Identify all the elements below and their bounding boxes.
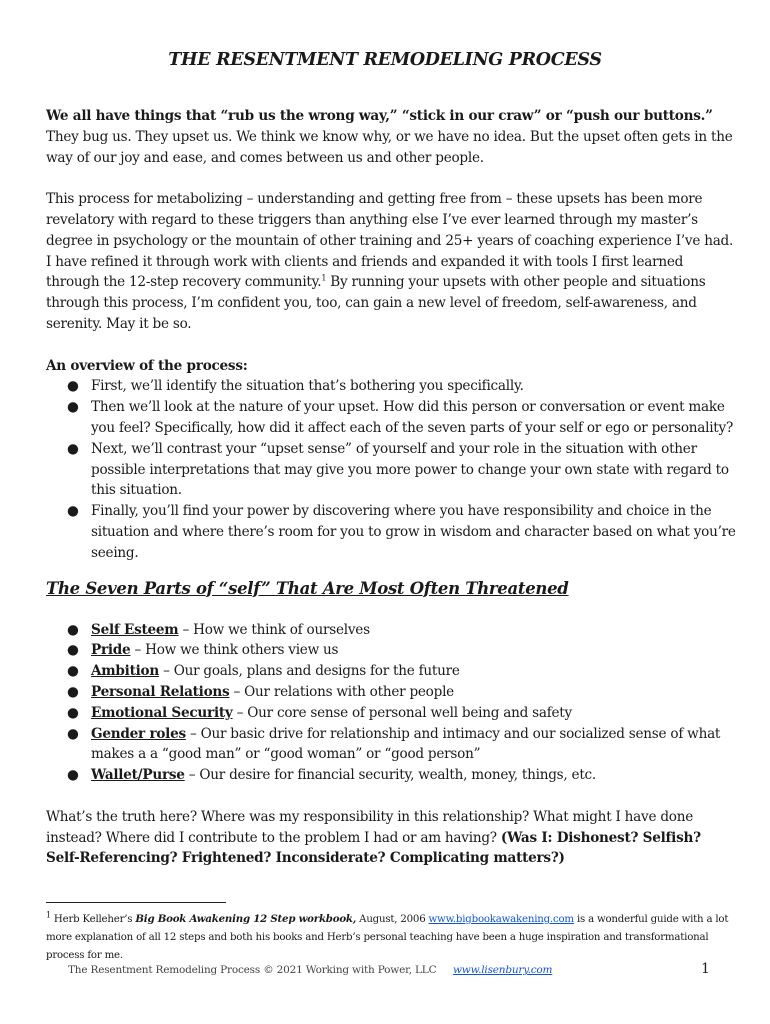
overview-list bbox=[46, 376, 736, 563]
list-item bbox=[46, 439, 736, 501]
list-item bbox=[46, 620, 736, 641]
list-item-text: Next, we’ll contrast your “upset sense” of yourself and your role in the situation with other possible interpretations that may give you more power to change your own state with regard to this situation. bbox=[91, 440, 729, 499]
part-term: Ambition bbox=[91, 663, 159, 680]
list-item bbox=[46, 765, 736, 786]
part-term: Self Esteem bbox=[91, 621, 179, 638]
list-item bbox=[46, 661, 736, 682]
intro-bold: We all have things that “rub us the wrong way,” “stick in our craw” or “push our buttons.” bbox=[46, 108, 713, 124]
bullet-dot-icon: ● bbox=[67, 683, 79, 700]
overview-heading: An overview of the process: bbox=[46, 357, 248, 374]
bullet-dot-icon: ● bbox=[67, 725, 79, 742]
page-footer bbox=[68, 961, 710, 977]
bullet-dot-icon: ● bbox=[67, 399, 79, 416]
page-title: THE RESENTMENT REMODELING PROCESS bbox=[168, 50, 602, 70]
footer-copyright: The Resentment Remodeling Process © 2021 Working with Power, LLC bbox=[68, 964, 437, 976]
bullet-dot-icon: ● bbox=[67, 378, 79, 395]
list-item bbox=[46, 640, 736, 661]
part-term: Emotional Security bbox=[91, 704, 233, 721]
seven-parts-heading: The Seven Parts of “self” That Are Most Often Threatened bbox=[46, 578, 569, 598]
list-item bbox=[46, 397, 736, 439]
list-item bbox=[46, 724, 736, 766]
part-desc: – Our goals, plans and designs for the future bbox=[159, 663, 460, 680]
footnote-rest: is a wonderful guide with a lot more explanation of all 12 steps and both his books and Herb’s personal teaching have been a huge inspiration and transformational process for me. bbox=[46, 914, 729, 961]
list-item bbox=[46, 501, 736, 563]
part-term: Wallet/Purse bbox=[91, 767, 185, 784]
footer-link[interactable]: www.lisenbury.com bbox=[453, 964, 553, 976]
bullet-dot-icon: ● bbox=[67, 503, 79, 520]
bullet-dot-icon: ● bbox=[67, 642, 79, 659]
bullet-dot-icon: ● bbox=[67, 767, 79, 784]
part-term: Gender roles bbox=[91, 725, 186, 742]
footnote-divider bbox=[46, 902, 226, 903]
bullet-dot-icon: ● bbox=[67, 663, 79, 680]
bullet-dot-icon: ● bbox=[67, 621, 79, 638]
part-desc: – Our basic drive for relationship and intimacy and our socialized sense of what makes a a “good man” or “good woman” or “good person” bbox=[91, 725, 721, 763]
process-paragraph bbox=[46, 189, 736, 335]
list-item bbox=[46, 682, 736, 703]
process-text-end: By running your upsets with other people and situations through this process, I’m confident you, too, can gain a new level of freedom, self-awareness, and serenity. May it be so. bbox=[46, 274, 706, 332]
part-desc: – Our desire for financial security, wealth, money, things, etc. bbox=[184, 767, 596, 784]
part-desc: – How we think of ourselves bbox=[178, 621, 370, 638]
bullet-dot-icon: ● bbox=[67, 440, 79, 457]
footnote bbox=[46, 910, 736, 965]
list-item-text: First, we’ll identify the situation that’s bothering you specifically. bbox=[91, 378, 524, 395]
seven-parts-list bbox=[46, 620, 736, 786]
list-item bbox=[46, 376, 736, 397]
part-term: Pride bbox=[91, 642, 131, 659]
list-item-text: Finally, you’ll find your power by discovering where you have responsibility and choice in the situation and where there’s room for you to grow in wisdom and character based on what you’re seeing. bbox=[91, 503, 736, 561]
closing-paragraph bbox=[46, 807, 736, 869]
footnote-number: 1 bbox=[46, 910, 51, 920]
process-text: This process for metabolizing – understanding and getting free from – these upsets has been more revelatory with regard to these triggers than anything else I’ve ever learned through my master’s degree in psychology or the mountain of other training and 25+ years of coaching experience I’ve had. I have refined it through work with clients and friends and expanded it with tools I first learned through the 12-step recovery community. bbox=[46, 191, 734, 291]
footnote-book-title: Big Book Awakening 12 Step workbook, bbox=[135, 913, 357, 925]
list-item bbox=[46, 703, 736, 724]
part-desc: – Our core sense of personal well being and safety bbox=[232, 704, 572, 721]
intro-paragraph bbox=[46, 106, 736, 168]
list-item-text: Then we’ll look at the nature of your upset. How did this person or conversation or event make you feel? Specifically, how did it affect each of the seven parts of your self or ego or personality? bbox=[91, 399, 733, 436]
part-desc: – How we think others view us bbox=[130, 642, 339, 659]
footnote-lead: Herb Kelleher’s bbox=[50, 914, 136, 925]
footnote-ref[interactable]: 1 bbox=[321, 273, 327, 283]
closing-text: What’s the truth here? Where was my responsibility in this relationship? What might I have done instead? Where did I contribute to the problem I had or am having? bbox=[46, 808, 694, 846]
footnote-link[interactable]: www.bigbookawakening.com bbox=[428, 914, 574, 925]
document-body bbox=[46, 106, 736, 869]
footnote-mid: August, 2006 bbox=[356, 914, 429, 925]
page-number: 1 bbox=[701, 961, 710, 977]
part-desc: – Our relations with other people bbox=[229, 683, 454, 700]
closing-bold: (Was I: Dishonest? Selfish? Self-Referencing? Frightened? Inconsiderate? Complicating matters?) bbox=[46, 829, 701, 867]
bullet-dot-icon: ● bbox=[67, 704, 79, 721]
part-term: Personal Relations bbox=[91, 683, 230, 700]
intro-rest: They bug us. They upset us. We think we know why, or we have no idea. But the upset often gets in the way of our joy and ease, and comes between us and other people. bbox=[46, 128, 733, 166]
